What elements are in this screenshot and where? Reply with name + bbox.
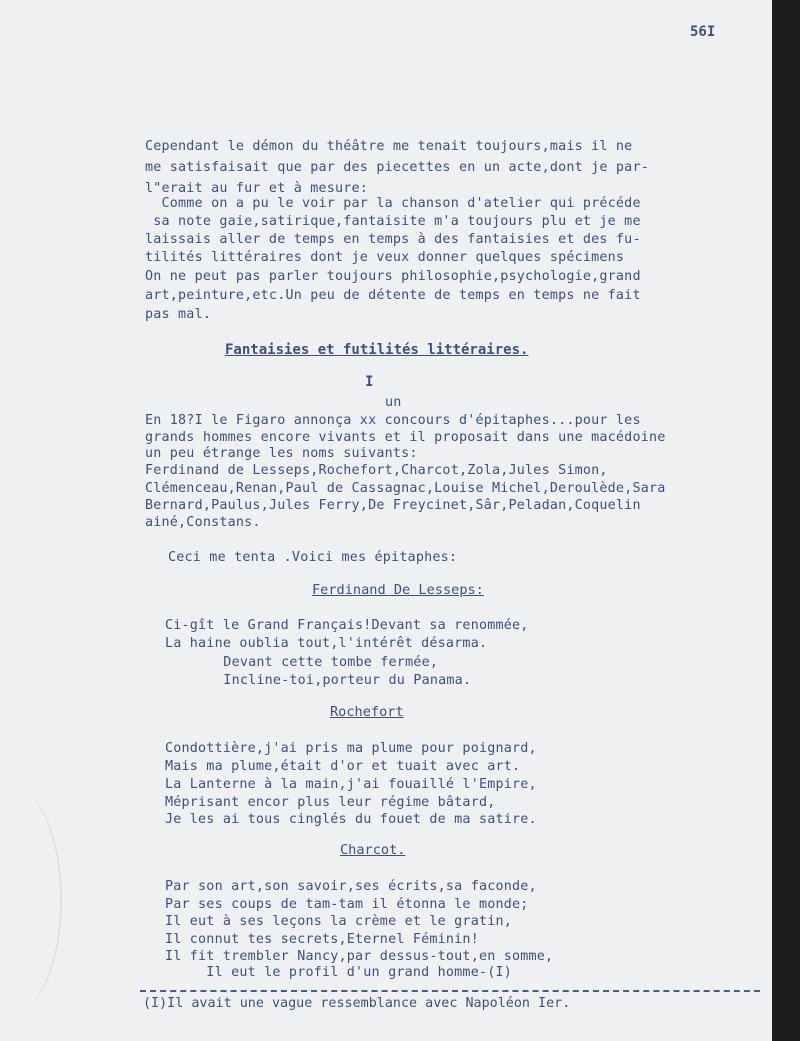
text-line: Bernard,Paulus,Jules Ferry,De Freycinet,Sâr,Peladan,Coquelin xyxy=(145,498,641,513)
epitaph-heading: Rochefort xyxy=(330,704,404,720)
text-line: un peu étrange les noms suivants: xyxy=(145,446,418,461)
verse-line: Par son art,son savoir,ses écrits,sa faconde, xyxy=(165,879,537,894)
verse-line: Il eut le profil d'un grand homme-(I) xyxy=(165,965,512,980)
text-line: En 18?I le Figaro annonça xx concours d'épitaphes...pour les xyxy=(145,413,641,428)
epitaph-heading: Charcot. xyxy=(340,842,406,858)
text-line: Cependant le démon du théâtre me tenait toujours,mais il ne xyxy=(145,139,633,154)
epitaph-heading: Ferdinand De Lesseps: xyxy=(312,582,484,598)
verse-line: Ci-gît le Grand Français!Devant sa renommée, xyxy=(165,618,529,633)
text-line: grands hommes encore vivants et il proposait dans une macédoine xyxy=(145,430,666,445)
page-number: 56I xyxy=(690,24,716,40)
footnote-divider xyxy=(140,990,760,992)
text-line: Ferdinand de Lesseps,Rochefort,Charcot,Zola,Jules Simon, xyxy=(145,463,608,478)
paper-stain xyxy=(0,790,62,1010)
verse-line: Par ses coups de tam-tam il étonna le monde; xyxy=(165,897,529,912)
verse-line: Incline-toi,porteur du Panama. xyxy=(182,673,472,688)
text-line: Clémenceau,Renan,Paul de Cassagnac,Louise Michel,Deroulède,Sara xyxy=(145,481,666,496)
text-line: pas mal. xyxy=(145,307,212,322)
text-line: art,peinture,etc.Un peu de détente de temps en temps ne fait xyxy=(145,288,641,303)
footnote: (I)Il avait une vague ressemblance avec Napoléon Ier. xyxy=(143,996,571,1011)
transition-line: Ceci me tenta .Voici mes épitaphes: xyxy=(168,550,458,565)
verse-line: Méprisant encor plus leur régime bâtard, xyxy=(165,795,496,810)
text-line: On ne peut pas parler toujours philosophie,psychologie,grand xyxy=(145,269,641,284)
verse-line: Il eut à ses leçons la crème et le gratin, xyxy=(165,914,512,929)
verse-line: Je les ai tous cinglés du fouet de ma satire. xyxy=(165,812,537,827)
text-line: laissais aller de temps en temps à des fantaisies et des fu- xyxy=(145,232,641,247)
text-line: l"erait au fur et à mesure: xyxy=(145,181,369,196)
verse-line: La haine oublia tout,l'intérêt désarma. xyxy=(165,636,488,651)
verse-line: Devant cette tombe fermée, xyxy=(182,655,439,670)
verse-line: Condottière,j'ai pris ma plume pour poignard, xyxy=(165,741,537,756)
verse-line: Il connut tes secrets,Eternel Féminin! xyxy=(165,932,479,947)
section-number: I xyxy=(365,374,374,390)
text-line: Comme on a pu le voir par la chanson d'atelier qui précéde xyxy=(145,196,641,211)
text-line: ainé,Constans. xyxy=(145,515,261,530)
section-title: Fantaisies et futilités littéraires. xyxy=(225,342,529,358)
verse-line: La Lanterne à la main,j'ai fouaillé l'Empire, xyxy=(165,777,537,792)
scan-edge xyxy=(772,0,800,1041)
verse-line: Mais ma plume,était d'or et tuait avec art. xyxy=(165,759,521,774)
text-line: sa note gaie,satirique,fantaisite m'a toujours plu et je me xyxy=(145,214,641,229)
text-line: tilités littéraires dont je veux donner quelques spécimens xyxy=(145,250,625,265)
text-line: me satisfaisait que par des piecettes en un acte,dont je par- xyxy=(145,160,649,175)
inserted-word: un xyxy=(385,395,402,410)
verse-line: Il fit trembler Nancy,par dessus-tout,en somme, xyxy=(165,949,554,964)
